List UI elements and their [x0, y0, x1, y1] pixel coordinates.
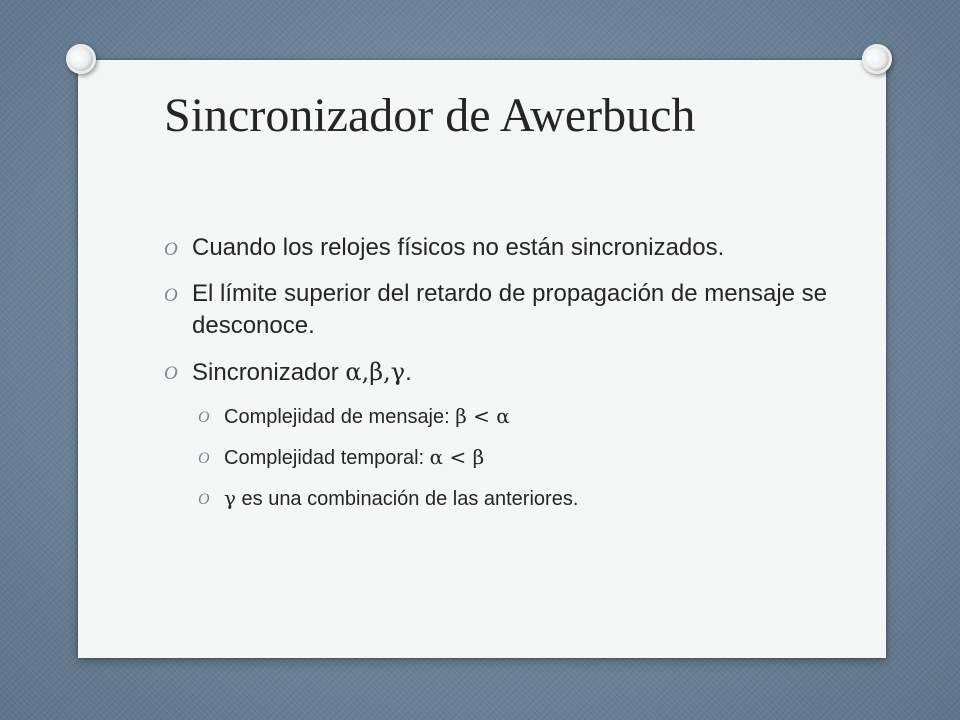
bullet-marker-icon: O: [164, 285, 178, 306]
sub-bullet-item: [164, 403, 844, 430]
bullet-suffix: .: [405, 359, 412, 386]
bullet-item: [164, 232, 844, 264]
bullet-marker-icon: O: [198, 450, 210, 467]
math-expression: β < α: [455, 404, 510, 428]
math-expression: α < β: [429, 445, 485, 469]
greek-symbols: α,β,γ: [345, 358, 406, 386]
bullet-text: Cuando los relojes físicos no están sincronizados.: [192, 234, 725, 261]
bullet-item: [164, 278, 844, 342]
slide-title: Sincronizador de Awerbuch: [164, 89, 696, 142]
bullet-list: [164, 232, 844, 526]
bullet-text: Sincronizador: [192, 359, 346, 386]
bullet-marker-icon: O: [164, 239, 178, 260]
bullet-marker-icon: O: [198, 491, 210, 508]
sub-bullet-text: Complejidad temporal:: [224, 447, 430, 469]
math-expression: γ: [224, 486, 236, 510]
bullet-marker-icon: O: [198, 409, 210, 426]
bullet-text: El límite superior del retardo de propagación de mensaje se desconoce.: [192, 280, 828, 339]
sub-bullet-text: es una combinación de las anteriores.: [235, 488, 579, 510]
sub-bullet-item: [164, 444, 844, 471]
sub-bullet-text: Complejidad de mensaje:: [224, 406, 456, 428]
sub-bullet-item: [164, 485, 844, 512]
bullet-item: [164, 356, 844, 389]
bullet-marker-icon: O: [164, 363, 178, 384]
